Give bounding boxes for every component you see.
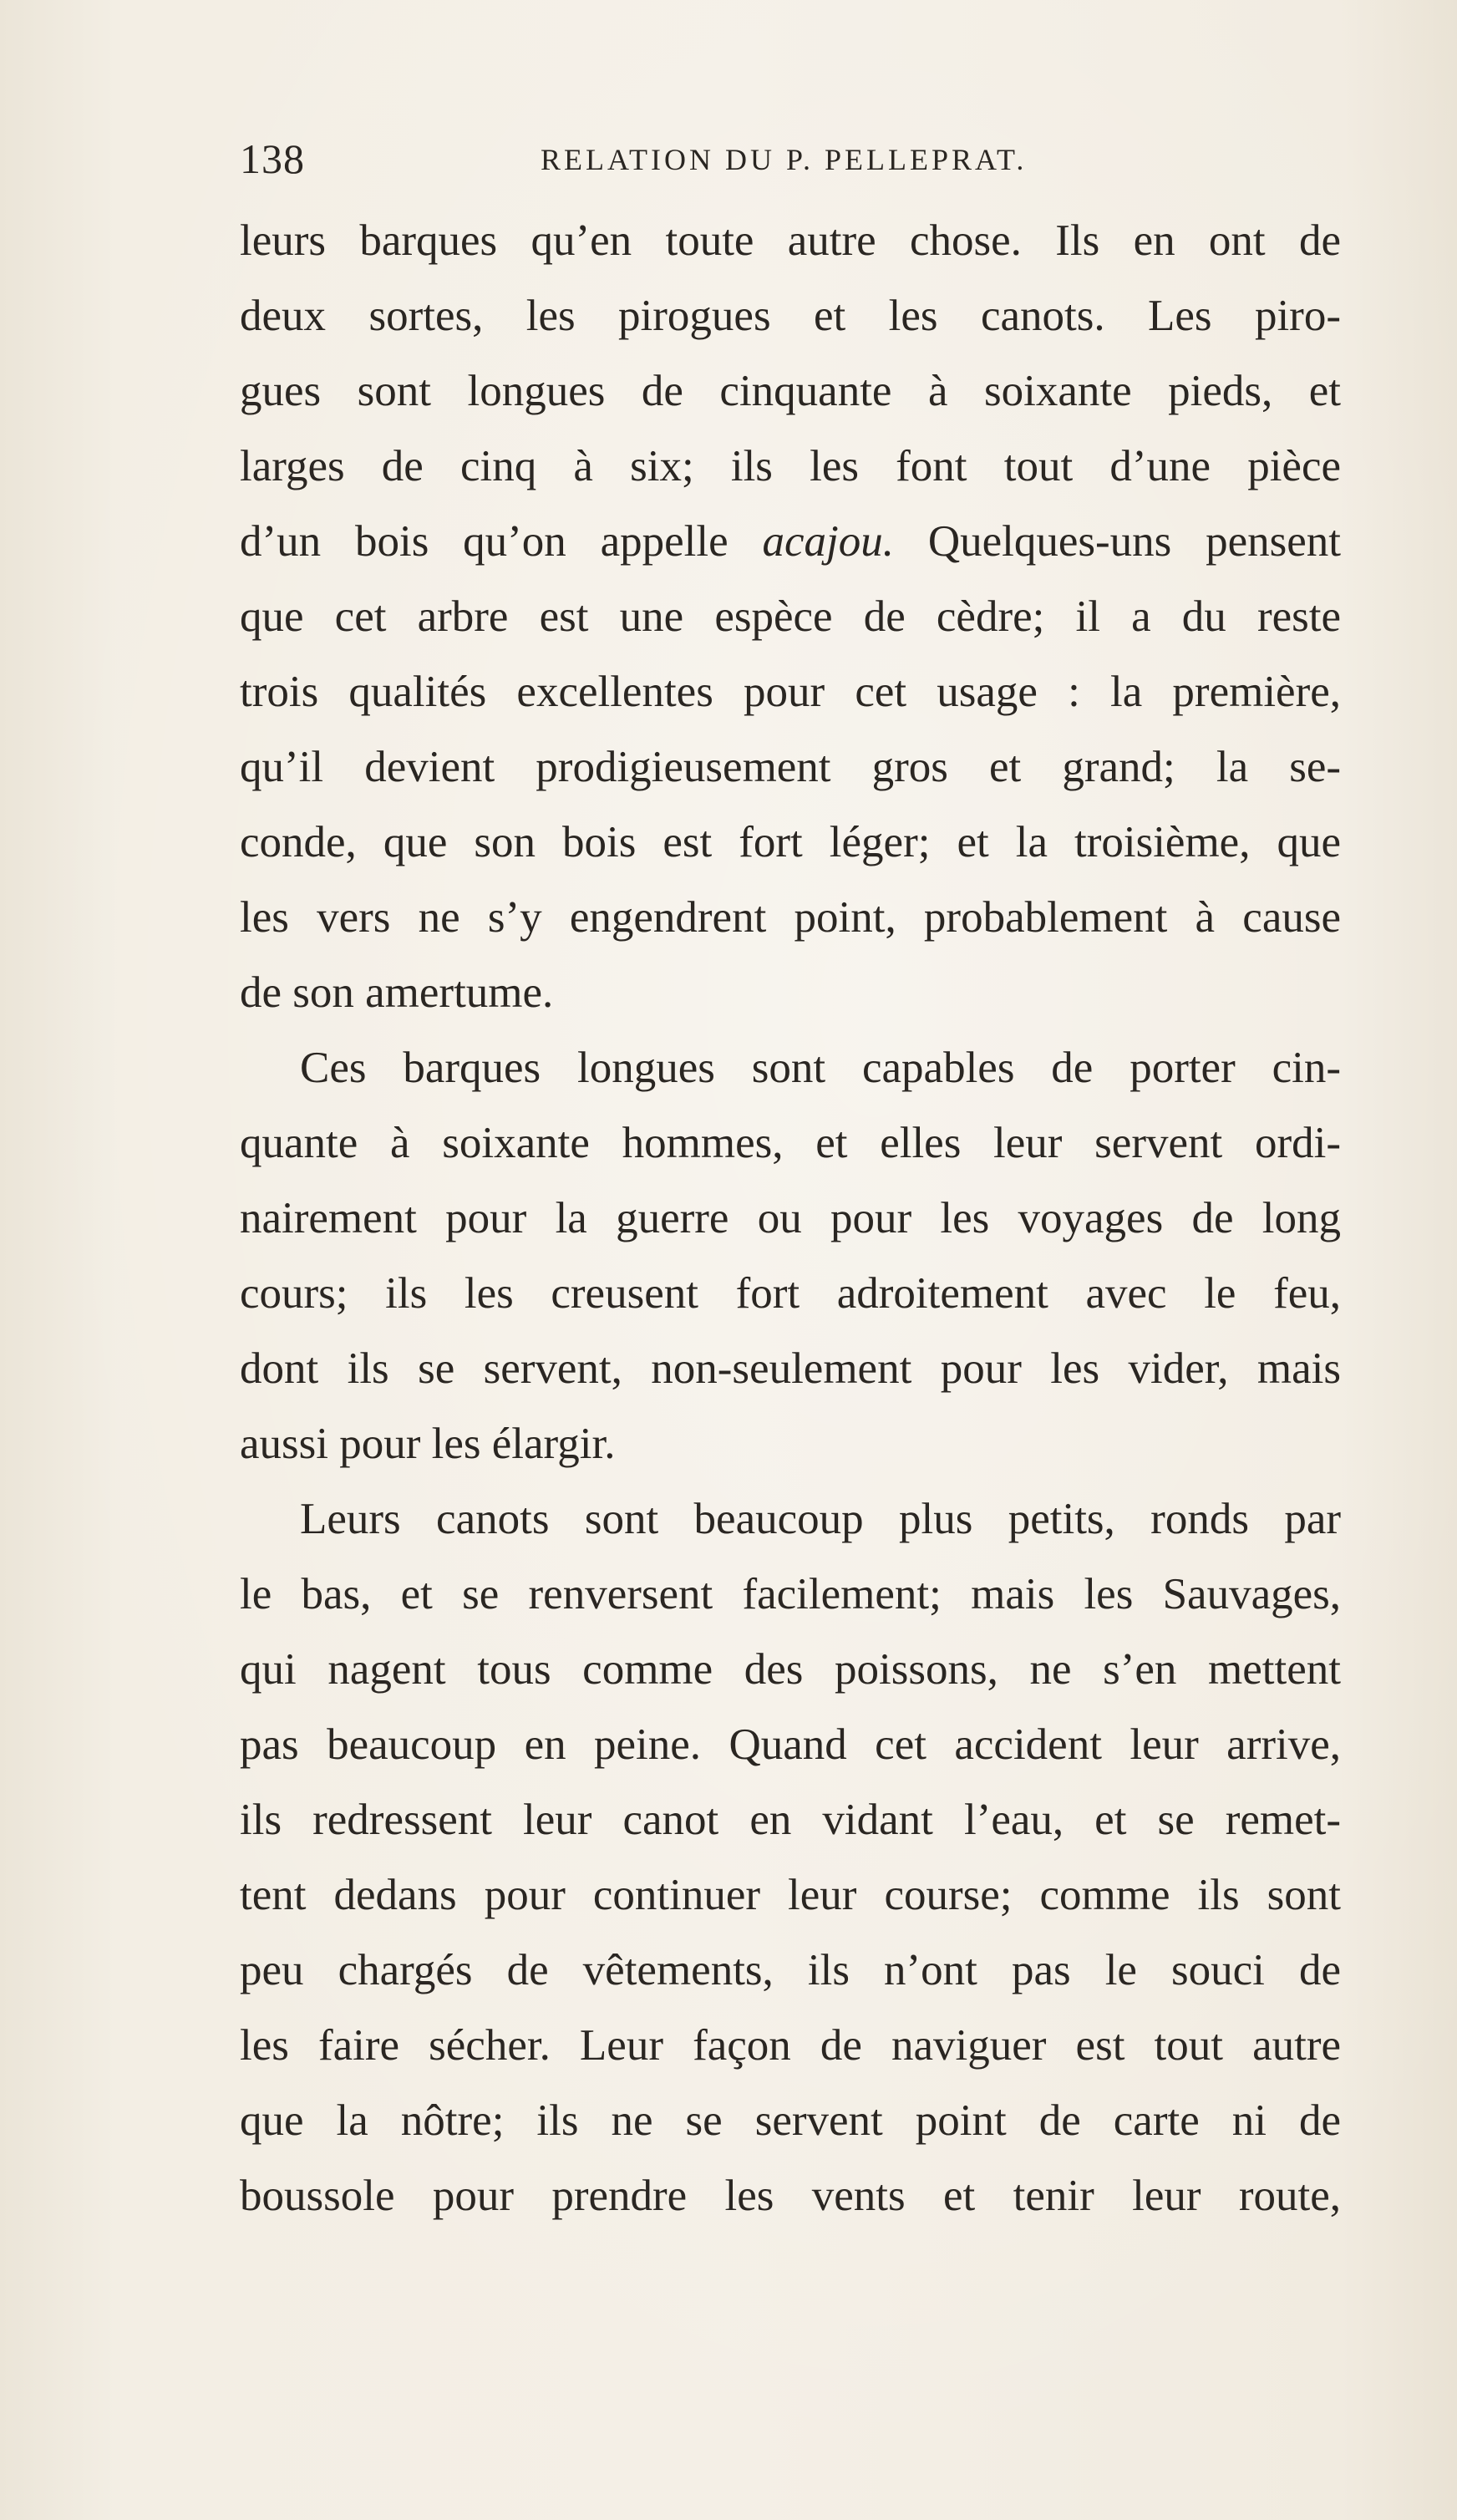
- text-line: que la nôtre; ils ne se servent point de carte ni de: [240, 2096, 1341, 2145]
- text-line: de son amertume.: [240, 968, 554, 1017]
- text-line: les vers ne s’y engendrent point, probablement à cause: [240, 893, 1341, 942]
- page-number: 138: [240, 135, 305, 182]
- body-text: [240, 203, 1341, 2233]
- text-line: Ces barques longues sont capables de porter cin-: [300, 1044, 1341, 1092]
- italic-word: acajou.: [762, 517, 894, 566]
- text-line: pas beaucoup en peine. Quand cet accident leur arrive,: [240, 1720, 1341, 1769]
- text-line: qu’il devient prodigieusement gros et grand; la se-: [240, 743, 1341, 791]
- text-line: leurs barques qu’en toute autre chose. Ils en ont de: [240, 216, 1341, 265]
- text-line: gues sont longues de cinquante à soixante pieds, et: [240, 367, 1341, 415]
- text-line: Leurs canots sont beaucoup plus petits, ronds par: [300, 1495, 1341, 1543]
- text-line: boussole pour prendre les vents et tenir leur route,: [240, 2172, 1341, 2220]
- text-line: les faire sécher. Leur façon de naviguer est tout autre: [240, 2021, 1341, 2070]
- text-line: aussi pour les élargir.: [240, 1420, 616, 1468]
- text-line: dont ils se servent, non-seulement pour les vider, mais: [240, 1344, 1341, 1393]
- text-line: deux sortes, les pirogues et les canots. Les piro-: [240, 292, 1341, 340]
- text-line: ils redressent leur canot en vidant l’eau, et se remet-: [240, 1796, 1341, 1844]
- text-line: trois qualités excellentes pour cet usage : la première,: [240, 668, 1341, 716]
- text-line: quante à soixante hommes, et elles leur servent ordi-: [240, 1119, 1341, 1167]
- text-line: tent dedans pour continuer leur course; comme ils sont: [240, 1871, 1341, 1919]
- text-line: cours; ils les creusent fort adroitement avec le feu,: [240, 1269, 1341, 1318]
- text-line: le bas, et se renversent facilement; mais les Sauvages,: [240, 1570, 1341, 1618]
- text-line: peu chargés de vêtements, ils n’ont pas le souci de: [240, 1946, 1341, 1994]
- text-segment: d’un bois qu’on appelle: [240, 517, 763, 566]
- text-line: qui nagent tous comme des poissons, ne s’en mettent: [240, 1645, 1341, 1694]
- text-line: [240, 504, 1341, 579]
- text-segment: Quelques-uns pensent: [893, 517, 1341, 566]
- text-line: conde, que son bois est fort léger; et la troisième, que: [240, 818, 1341, 866]
- text-line: nairement pour la guerre ou pour les voyages de long: [240, 1194, 1341, 1242]
- page-header: [240, 134, 1341, 184]
- text-line: que cet arbre est une espèce de cèdre; il a du reste: [240, 592, 1341, 641]
- running-title: RELATION DU P. PELLEPRAT.: [541, 143, 1028, 176]
- text-line: larges de cinq à six; ils les font tout d’une pièce: [240, 442, 1341, 490]
